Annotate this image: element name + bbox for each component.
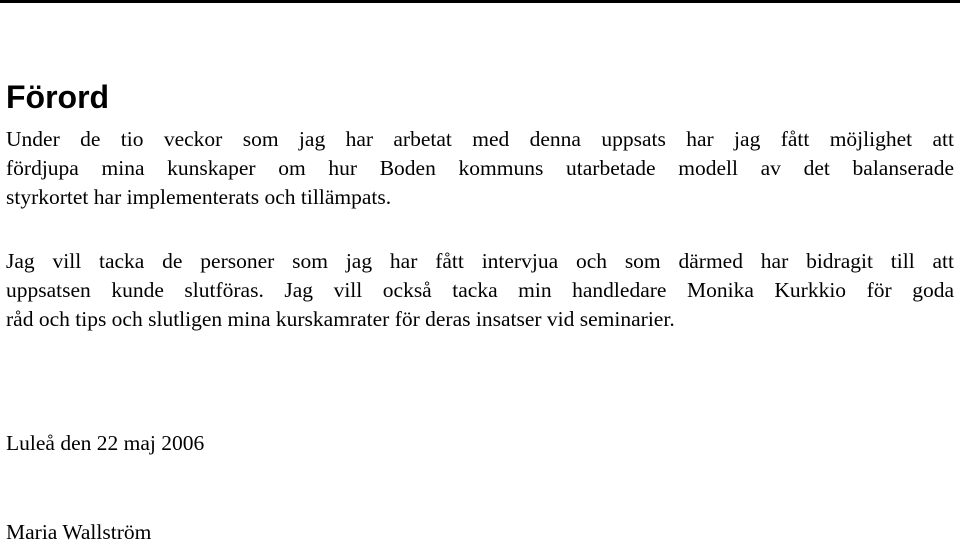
top-rule <box>0 0 960 3</box>
place-date: Luleå den 22 maj 2006 <box>6 431 205 455</box>
paragraph-line: Under de tio veckor som jag har arbetat med denna uppsats har jag fått möjlighet att <box>6 127 954 151</box>
paragraph-intro <box>6 125 954 212</box>
paragraph-line: Jag vill tacka de personer som jag har fått intervjua och som därmed har bidragit till att <box>6 249 954 273</box>
author-name: Maria Wallström <box>6 520 152 544</box>
paragraph-thanks <box>6 247 954 334</box>
paragraph-line: styrkortet har implementerats och tillämpats. <box>6 185 392 209</box>
page-title: Förord <box>6 79 110 115</box>
paragraph-line: fördjupa mina kunskaper om hur Boden kommuns utarbetade modell av det balanserade <box>6 156 954 180</box>
paragraph-line: uppsatsen kunde slutföras. Jag vill också tacka min handledare Monika Kurkkio för goda <box>6 278 954 302</box>
paragraph-line: råd och tips och slutligen mina kurskamrater för deras insatser vid seminarier. <box>6 307 675 331</box>
